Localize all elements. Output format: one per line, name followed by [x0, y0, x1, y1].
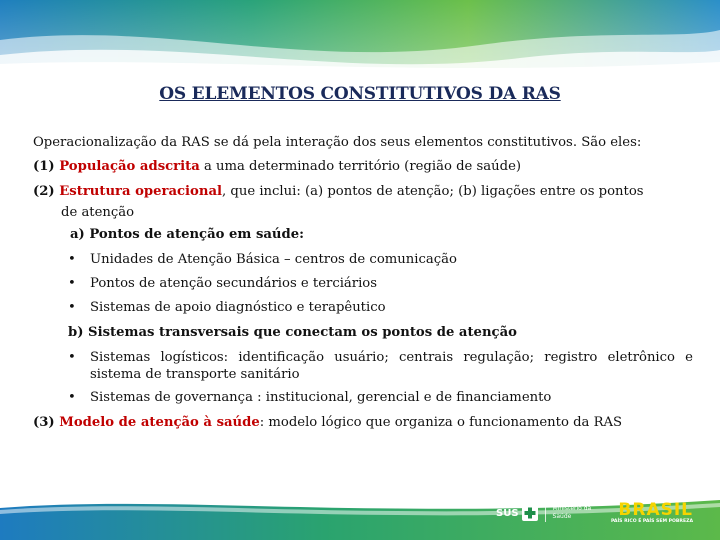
bullet-text: Sistemas logísticos: identificação usuário; centrais regulação; registro eletrônico e sistema de transporte sanitário — [90, 350, 693, 383]
bullet-icon: • — [68, 276, 76, 292]
bullet-a-1 — [33, 248, 693, 272]
ministry-label — [553, 505, 592, 521]
sus-label: SUS — [496, 507, 519, 519]
slide-content — [33, 131, 693, 435]
bullet-icon: • — [68, 350, 76, 366]
bullet-b-2 — [33, 386, 693, 410]
brasil-slogan: PAÍS RICO É PAÍS SEM POBREZA — [610, 519, 693, 524]
item-1-term: População adscrita — [59, 159, 200, 175]
item-3-text: : modelo lógico que organiza o funcionamento da RAS — [259, 414, 623, 430]
divider — [545, 504, 546, 522]
bullet-a-2 — [33, 272, 693, 296]
ministry-line-1: Ministério da — [552, 505, 592, 512]
bullet-b-1 — [33, 345, 693, 386]
bullet-icon: • — [68, 251, 76, 267]
bullet-text: Unidades de Atenção Básica – centros de comunicação — [90, 251, 457, 267]
item-1-text: a uma determinado território (região de saúde) — [199, 159, 522, 175]
brasil-logo — [597, 496, 693, 526]
bullet-text: Sistemas de apoio diagnóstico e terapêutico — [90, 300, 386, 316]
bullet-a-3 — [33, 296, 693, 320]
item-3-number: (3) — [33, 414, 60, 430]
item-2 — [33, 180, 693, 204]
item-2-text: , que inclui: (a) pontos de atenção; (b) ligações entre os pontos — [222, 183, 644, 199]
header-banner — [0, 0, 720, 80]
subheading-a: a) Pontos de atenção em saúde: — [70, 227, 304, 243]
item-2-continuation: de atenção — [61, 205, 135, 221]
brasil-word: BRASIL — [618, 500, 693, 520]
subheading-b: b) Sistemas transversais que conectam os pontos de atenção — [68, 324, 517, 340]
item-2-term: Estrutura operacional — [59, 183, 222, 199]
item-2-number: (2) — [33, 183, 60, 199]
cross-icon — [522, 505, 538, 521]
item-1 — [33, 155, 693, 179]
item-1-number: (1) — [33, 159, 60, 175]
sus-logo — [496, 504, 591, 522]
slide-title-wrap — [0, 84, 720, 104]
ministry-line-2: Saúde — [552, 513, 572, 520]
item-3 — [33, 411, 693, 435]
bullet-icon: • — [68, 300, 76, 316]
slide-title: OS ELEMENTOS CONSTITUTIVOS DA RAS — [159, 84, 561, 104]
item-3-term: Modelo de atenção à saúde — [59, 414, 260, 430]
intro-text: Operacionalização da RAS se dá pela interação dos seus elementos constitutivos. São eles: — [33, 135, 642, 150]
gov-line: GOVERNO FEDERAL — [610, 496, 693, 501]
bullet-icon: • — [68, 390, 76, 406]
bullet-text: Pontos de atenção secundários e terciários — [90, 276, 378, 292]
bullet-text: Sistemas de governança : institucional, gerencial e de financiamento — [90, 390, 552, 406]
